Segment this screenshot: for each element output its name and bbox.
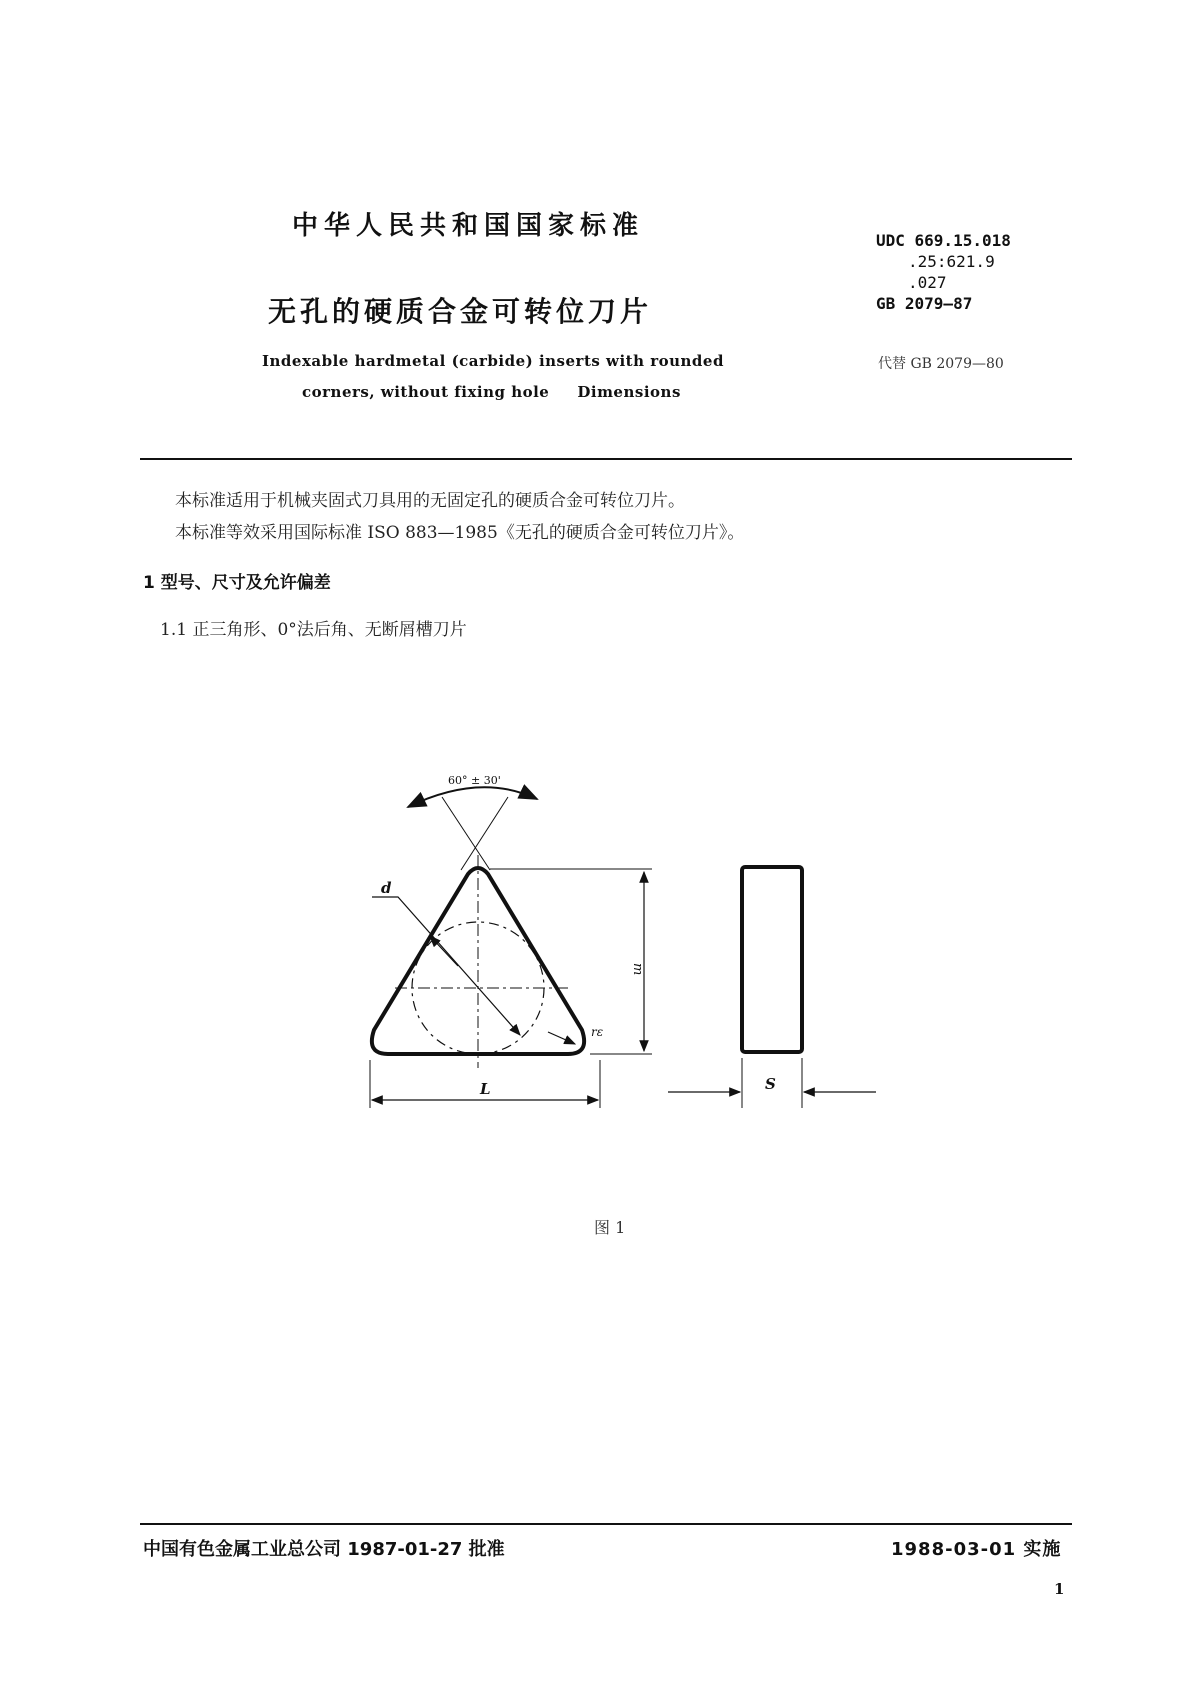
standard-title: 中华人民共和国国家标准 [292, 211, 645, 241]
scope-paragraph: 本标准适用于机械夹固式刀具用的无固定孔的硬质合金可转位刀片。 [175, 491, 685, 511]
s-label: S [765, 1075, 776, 1093]
gb-number: GB 2079—87 [876, 294, 973, 313]
page-number: 1 [1054, 1580, 1065, 1598]
r-leader [548, 1032, 575, 1044]
footer-divider [140, 1523, 1072, 1525]
replaces-note: 代替 GB 2079—80 [878, 356, 1004, 372]
d-leader-line [372, 897, 520, 1035]
udc-code-line1: UDC 669.15.018 [876, 231, 1011, 250]
m-label: m [630, 963, 645, 976]
reference-paragraph: 本标准等效采用国际标准 ISO 883—1985《无孔的硬质合金可转位刀片》。 [175, 523, 745, 543]
l-label: L [480, 1080, 491, 1098]
angle-line-right [461, 797, 508, 870]
angle-label: 60° ± 30' [448, 774, 501, 787]
udc-code-line2: .25:621.9 [908, 252, 995, 271]
angle-line-left [442, 797, 490, 870]
d-arrow [430, 936, 458, 966]
udc-code-line3: .027 [908, 273, 947, 292]
document-title-en-line1: Indexable hardmetal (carbide) inserts with rounded [262, 352, 724, 370]
document-title-en-line2b: Dimensions [577, 383, 681, 401]
insert-side-view [742, 867, 802, 1052]
angle-arc [408, 787, 537, 807]
r-epsilon-label: rε [591, 1025, 604, 1039]
section-1-1-heading: 1.1 正三角形、0°法后角、无断屑槽刀片 [160, 620, 467, 640]
document-title-en-line2a: corners, without fixing hole [302, 383, 550, 401]
d-label: d [381, 879, 392, 897]
approval-note: 中国有色金属工业总公司 1987-01-27 批准 [143, 1539, 505, 1560]
section-1-heading: 1 型号、尺寸及允许偏差 [143, 573, 331, 593]
implementation-date: 1988-03-01 实施 [891, 1539, 1062, 1560]
figure-caption: 图 1 [594, 1218, 626, 1237]
document-title-cn: 无孔的硬质合金可转位刀片 [268, 295, 653, 328]
